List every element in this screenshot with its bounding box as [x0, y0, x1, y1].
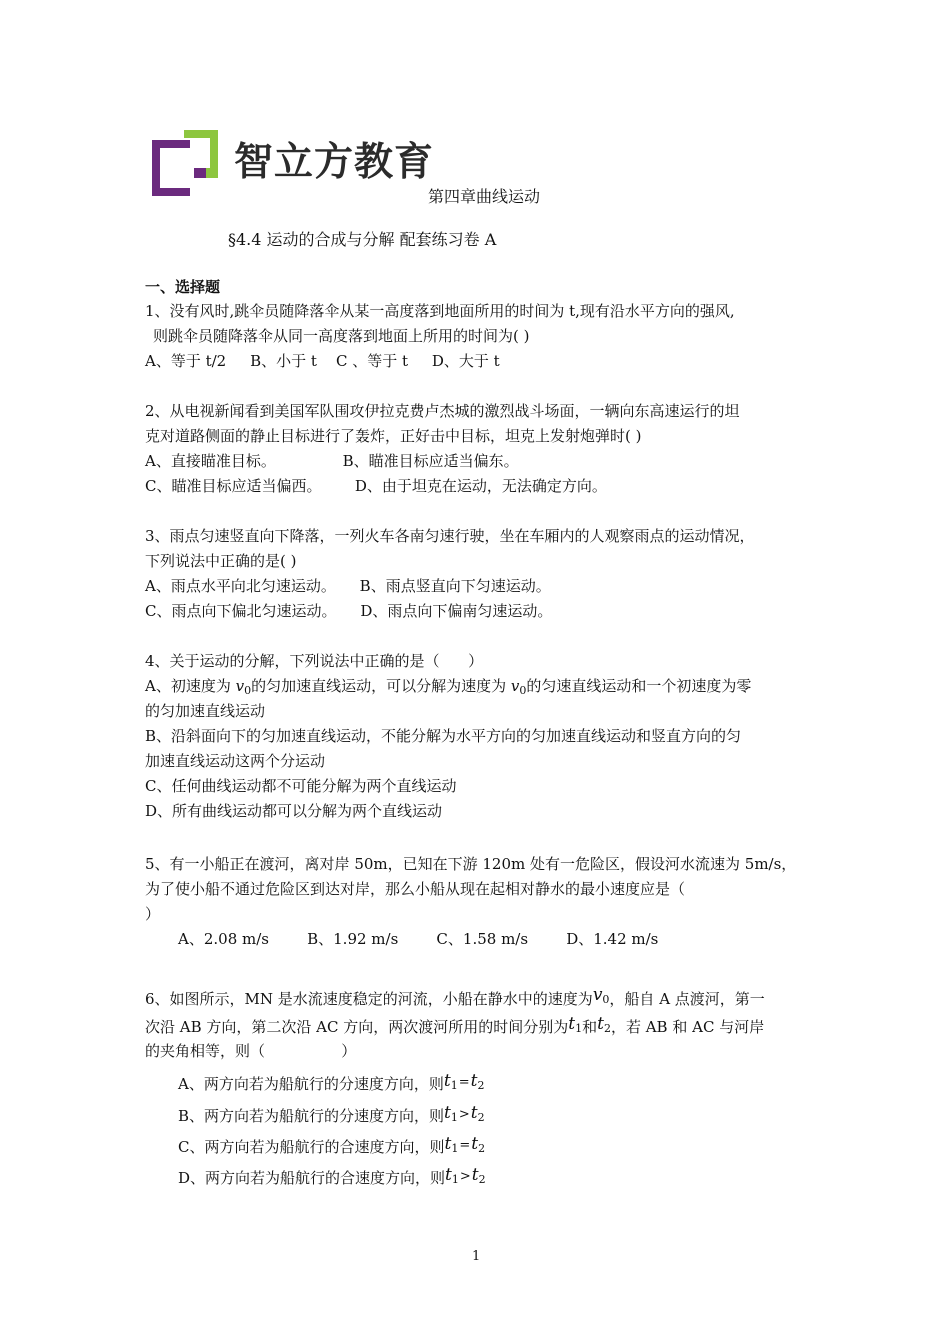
q5-stem-line3: ） [145, 905, 161, 923]
q6-stem-line2 [145, 1014, 764, 1039]
v-subscript: 0 [244, 684, 252, 697]
q5-stem-line2: 为了使小船不通过危险区到达对岸，那么小船从现在起相对静水的最小速度应是（ [145, 880, 686, 898]
q1-options: A、等于 t/2 B、小于 t C 、等于 t D、大于 t [145, 352, 500, 370]
q4-option-a-line1 [145, 676, 751, 701]
q6-stem-line3: 的夹角相等，则（ ） [145, 1042, 357, 1060]
q3-stem-line1: 3、雨点匀速竖直向下降落，一列火车各南匀速行驶，坐在车厢内的人观察雨点的运动情况， [145, 527, 755, 545]
q6-text4: ，若 AB 和 AC 与河岸 [610, 1018, 765, 1036]
q4-stem: 4、关于运动的分解，下列说法中正确的是（ ） [145, 652, 484, 670]
q6-option-d: D、两方向若为船航行的合速度方向，则$t_1>t_2$ [178, 1165, 486, 1187]
q4-a-text1: A、初速度为 [145, 677, 236, 695]
q6-stem-line1 [145, 985, 765, 1010]
q5-options: A、2.08 m/s B、1.92 m/s C、1.58 m/s D、1.42 m/s [178, 930, 659, 948]
q4-a-text3: 的匀速直线运动和一个初速度为零 [526, 677, 752, 695]
q6-and: 和 [582, 1018, 598, 1036]
q2-stem-line2: 克对道路侧面的静止目标进行了轰炸，正好击中目标，坦克上发射炮弹时( ) [145, 427, 642, 445]
q6-option-b: B、两方向若为船航行的分速度方向，则$t_1>t_2$ [178, 1103, 485, 1125]
q6-option-a: A、两方向若为船航行的分速度方向，则$t_1=t_2$ [178, 1071, 485, 1093]
q1-stem-line2: 则跳伞员随降落伞从同一高度落到地面上所用的时间为( ) [153, 327, 530, 345]
q5-stem-line1: 5、有一小船正在渡河，离对岸 50m，已知在下游 120m 处有一危险区，假设河水流速为 5m/s， [145, 855, 797, 873]
t1-symbol: $t_1$ [568, 1014, 583, 1035]
page-number: 1 [472, 1249, 481, 1264]
q4-option-a-line2: 的匀加速直线运动 [145, 702, 266, 720]
q4-option-b-line1: B、沿斜面向下的匀加速直线运动，不能分解为水平方向的匀加速直线运动和竖直方向的匀 [145, 727, 742, 745]
q4-option-b-line2: 加速直线运动这两个分运动 [145, 752, 326, 770]
v-subscript: 0 [519, 684, 527, 697]
q3-stem-line2: 下列说法中正确的是( ) [145, 552, 297, 570]
t2-symbol: $t_2$ [597, 1014, 611, 1035]
chapter-title: 第四章曲线运动 [428, 187, 541, 206]
q6-text2: ，船自 A 点渡河，第一 [609, 990, 765, 1008]
q2-options-row2: C、瞄准目标应适当偏西。 D、由于坦克在运动，无法确定方向。 [145, 477, 607, 495]
q4-a-text2: 的匀加速直线运动，可以分解为速度为 [251, 677, 511, 695]
q3-options-row1: A、雨点水平向北匀速运动。 B、雨点竖直向下匀速运动。 [145, 577, 551, 595]
q6-text1: 6、如图所示，MN 是水流速度稳定的河流，小船在静水中的速度为 [145, 990, 593, 1008]
v-symbol: v [235, 677, 245, 695]
section-heading: 一、选择题 [145, 278, 221, 296]
q3-options-row2: C、雨点向下偏北匀速运动。 D、雨点向下偏南匀速运动。 [145, 602, 553, 620]
v0-symbol: $v_0$ [592, 985, 610, 1006]
q6-option-c: C、两方向若为船航行的合速度方向，则$t_1=t_2$ [178, 1134, 486, 1156]
q2-stem-line1: 2、从电视新闻看到美国军队围攻伊拉克费卢杰城的激烈战斗场面，一辆向东高速运行的坦 [145, 402, 740, 420]
q1-stem-line1: 1、没有风时,跳伞员随降落伞从某一高度落到地面所用的时间为 t,现有沿水平方向的强风, [145, 302, 735, 320]
v-symbol: v [510, 677, 520, 695]
q2-options-row1: A、直接瞄准目标。 B、瞄准目标应适当偏东。 [145, 452, 519, 470]
logo-text: 智立方教育 [234, 140, 435, 185]
q4-option-d: D、所有曲线运动都可以分解为两个直线运动 [145, 802, 443, 820]
q4-option-c: C、任何曲线运动都不可能分解为两个直线运动 [145, 777, 457, 795]
q6-text3: 次沿 AB 方向，第二次沿 AC 方向，两次渡河所用的时间分别为 [145, 1018, 569, 1036]
logo-mark [150, 128, 220, 198]
section-title: §4.4 运动的合成与分解 配套练习卷 A [228, 230, 497, 249]
